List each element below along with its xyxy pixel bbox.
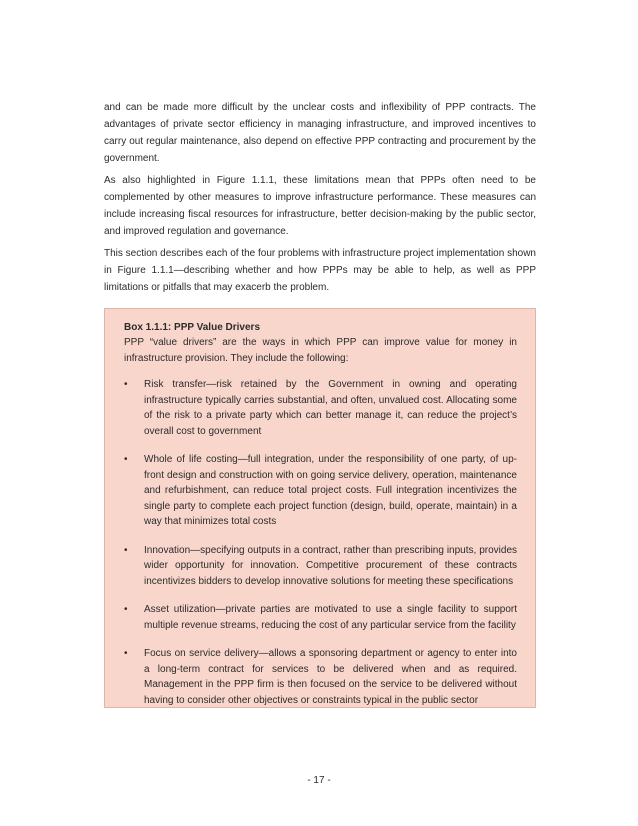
body-paragraph-3: This section describes each of the four problems with infrastructure project implementation shown in Figure 1.1.1—describing whether and how PPPs may be able to help, as well as PPP limitations or pitfalls that may exacerb the problem. <box>104 248 536 293</box>
page-number: - 17 - <box>307 775 331 786</box>
bullet-risk-transfer <box>124 377 517 439</box>
bullet-dot-icon: • <box>124 454 128 465</box>
bullet-innovation <box>124 543 517 590</box>
bullet-text: Innovation—specifying outputs in a contract, rather than prescribing inputs, provides wider opportunity for innovation. Competitive procurement of these contracts incentivizes bidders to develop innovative solutions for meeting these specifications <box>144 544 517 587</box>
bullet-text: Whole of life costing—full integration, under the responsibility of one party, of up-front design and construction with on going service delivery, operation, maintenance and refurbishment, can reduce total project costs. Full integration incentivizes the single party to complete each project function (design, build, operate, maintain) in a way that minimizes total costs <box>144 454 517 527</box>
body-paragraph-2: As also highlighted in Figure 1.1.1, these limitations mean that PPPs often need to be complemented by other measures to improve infrastructure performance. These measures can include increasing fiscal resources for infrastructure, better decision-making by the public sector, and improved regulation and governance. <box>104 175 536 237</box>
box-bullet-list <box>124 377 517 721</box>
bullet-dot-icon: • <box>124 604 128 615</box>
bullet-service-delivery <box>124 646 517 708</box>
bullet-text: Asset utilization—private parties are motivated to use a single facility to support multiple revenue streams, reducing the cost of any particular service from the facility <box>144 604 517 631</box>
box-intro: PPP “value drivers” are the ways in which PPP can improve value for money in infrastructure provision. They include the following: <box>124 337 517 364</box>
body-paragraph-1: and can be made more difficult by the unclear costs and inflexibility of PPP contracts. The advantages of private sector efficiency in managing infrastructure, and improved incentives to carry out regular maintenance, also depend on effective PPP contracting and procurement by the government. <box>104 102 536 164</box>
bullet-text: Risk transfer—risk retained by the Government in owning and operating infrastructure typically carries substantial, and often, unvalued cost. Allocating some of the risk to a private party which can better manage it, can reduce the project’s overall cost to government <box>144 379 517 437</box>
bullet-dot-icon: • <box>124 379 128 390</box>
value-drivers-box <box>104 308 536 708</box>
bullet-text: Focus on service delivery—allows a sponsoring department or agency to enter into a long-term contract for services to be delivered when and as required. Management in the PPP firm is then focused on the service to be delivered without having to consider other objectives or constraints typical in the public sector <box>144 648 517 706</box>
bullet-asset-utilization <box>124 602 517 633</box>
bullet-dot-icon: • <box>124 648 128 659</box>
bullet-dot-icon: • <box>124 544 128 556</box>
box-title: Box 1.1.1: PPP Value Drivers <box>124 322 261 333</box>
bullet-whole-of-life-costing <box>124 452 517 530</box>
